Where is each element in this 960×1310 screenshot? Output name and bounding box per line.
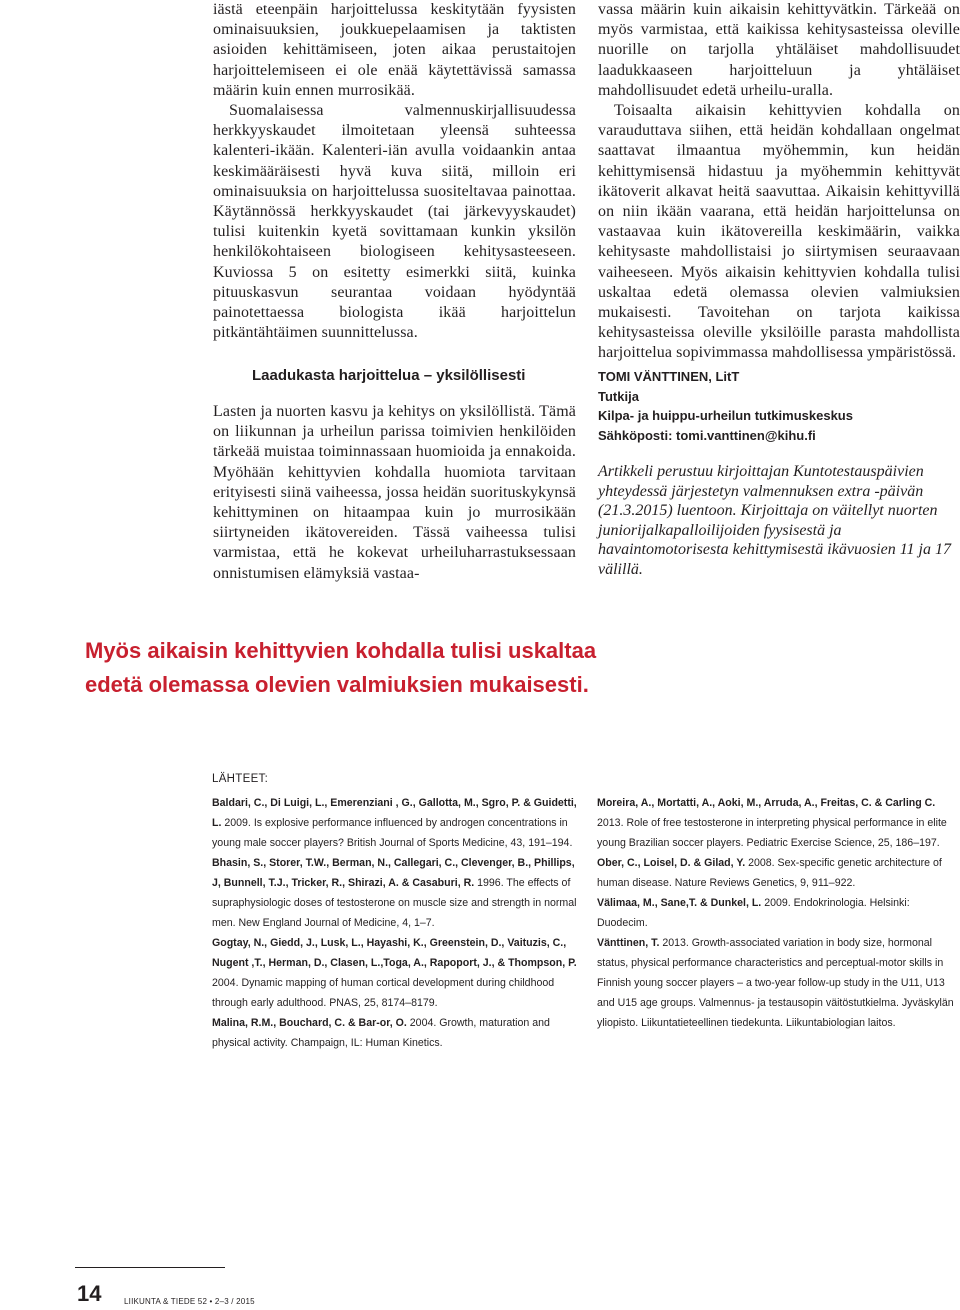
- reference-authors: Ober, C., Loisel, D. & Gilad, Y.: [597, 857, 746, 869]
- reference-authors: Baldari, C., Di Luigi, L., Emerenziani , G., Gallotta, M., Sgro, P. & Guidetti, L.: [212, 797, 577, 829]
- reference-item: [212, 933, 577, 1013]
- references-column-2: [597, 793, 960, 1033]
- reference-item: [597, 893, 960, 933]
- references-title: LÄHTEET:: [212, 773, 269, 785]
- paragraph: Lasten ja nuorten kasvu ja kehitys on yksilöllistä. Tämä on liikunnan ja urheilun parissa toimivien henkilöiden tärkeää muistaa toiminnassaan huomioida ja ennakoida. Myöhään kehittyvien kohdalla huomiota tarvitaan erityisesti siinä vaiheessa, jossa heidän suorituskykynsä kehittyminen on hitaampaa kuin jo murrosikään siirtyneiden ikätovereiden. Tässä vaiheessa tulisi varmistaa, että he kokevat urheiluharrastuksessaan onnistumisen elämyksiä vastaa-: [213, 403, 576, 582]
- reference-item: [212, 853, 577, 933]
- article-note: Artikkeli perustuu kirjoittajan Kuntotestauspäivien yhteydessä järjestetyn valmennuksen extra -päivän (21.3.2015) luentoon. Kirjoittaja on väitellyt nuorten juniorijalkapalloilijoiden fyysisestä ja havaintomotorisesta kehittymisestä ikävuosien 11 ja 17 välillä.: [598, 463, 951, 578]
- reference-item: [597, 853, 960, 893]
- page-number: 14: [77, 1281, 102, 1306]
- reference-authors: Malina, R.M., Bouchard, C. & Bar-or, O.: [212, 1017, 407, 1029]
- section-subheading: Laadukasta harjoittelua – yksilöllisesti: [252, 367, 526, 384]
- reference-details: 2009. Endokrinologia. Helsinki: Duodecim.: [597, 897, 910, 929]
- reference-details: 2009. Is explosive performance influenced by androgen concentrations in young male soccer players? British Journal of Sports Medicine, 43, 191–194.: [212, 817, 573, 849]
- paragraph: Suomalaisessa valmennuskirjallisuudessa herkkyyskaudet ilmoitetaan yleensä suhteessa kalenteri-ikään. Kalenteri-iän avulla voidaankin antaa keskimääräisesti hyvä kuva siitä, milloin eri ominaisuuksia on harjoittelussa suositeltavaa painottaa. Käytännössä herkkyyskaudet (tai järkevyyskaudet) tulisi kuitenkin kyetä sovittamaan kunkin yksilön henkilökohtaiseen biologiseen kehitysasteeseen. Kuviossa 5 on esitetty esimerkki siitä, kuinka pituuskasvun seurantaa voidaan hyödyntää painotettaessa biologista ikää harjoittelun pitkäntähtäimen suunnittelussa.: [213, 102, 576, 342]
- author-organization: Kilpa- ja huippu-urheilun tutkimuskeskus: [598, 408, 853, 423]
- reference-item: [597, 933, 960, 1033]
- paragraph: Toisaalta aikaisin kehittyvien kohdalla on varauduttava siihen, että heidän kohdallaan ongelmat saattavat ilmaantua myöhemmin, kun heidän kehittymisensä hidastuu ja myöhemmin kehittyvät ikätoverit alkavat heitä saavuttaa. Aikaisin kehittyvillä on niin ikään vaarana, että heidän harjoittelunsa on vastaavaa kuin ikätovereilla keskimäärin, vaikka kehitysaste mahdollistaisi jo siirtymisen seuraavaan vaiheeseen. Myös aikaisin kehittyvien kohdalla tulisi uskaltaa edetä olemassa olevien valmiuksien mukaisesti. Tavoitehan on tarjota kaikissa kehitysasteissa oleville yksilöille parasta mahdollista harjoittelua sopivimmassa mahdollisessa ympäristössä.: [598, 102, 960, 362]
- reference-details: 2004. Growth, maturation and physical activity. Champaign, IL: Human Kinetics.: [212, 1017, 550, 1049]
- article-column-1: [213, 0, 576, 343]
- pull-quote: [85, 634, 905, 702]
- page-footer: [0, 1255, 960, 1310]
- paragraph: iästä eteenpäin harjoittelussa keskitytään fyysisten ominaisuuksien, joukkuepelaamisen ja taktisten asioiden kehittämiseen, joten aikaa perustaitojen harjoittelemiseen ei ole enää käytettävissä samassa määrin kuin ennen murrosikää.: [213, 1, 576, 99]
- author-block: [598, 367, 960, 445]
- reference-details: 1996. The effects of supraphysiologic doses of testosterone on muscle size and strength in normal men. New England Journal of Medicine, 4, 1–7.: [212, 877, 577, 929]
- reference-details: 2013. Role of free testosterone in interpreting physical performance in elite young Brazilian soccer players. Pediatric Exercise Science, 25, 186–197.: [597, 817, 947, 849]
- references-column-1: [212, 793, 577, 1053]
- reference-authors: Bhasin, S., Storer, T.W., Berman, N., Callegari, C., Clevenger, B., Phillips, J, Bunnell, T.J., Tricker, R., Shirazi, A. & Casaburi, R.: [212, 857, 575, 889]
- author-name: TOMI VÄNTTINEN, LitT: [598, 369, 740, 384]
- author-role: Tutkija: [598, 388, 639, 404]
- publication-info: LIIKUNTA & TIEDE 52 • 2–3 / 2015: [124, 1297, 255, 1306]
- pull-quote-line: edetä olemassa olevien valmiuksien mukaisesti.: [85, 672, 589, 697]
- reference-authors: Välimaa, M., Sane,T. & Dunkel, L.: [597, 897, 762, 909]
- author-email: Sähköposti: tomi.vanttinen@kihu.fi: [598, 427, 816, 443]
- reference-item: [212, 1013, 577, 1053]
- reference-details: 2008. Sex-specific genetic architecture of human disease. Nature Reviews Genetics, 9, 911–922.: [597, 857, 942, 889]
- reference-details: 2013. Growth-associated variation in body size, hormonal status, physical performance characteristics and perceptual-motor skills in Finnish young soccer players – a two-year follow-up study in the U11, U13 and U15 age groups. Valmennus- ja testausopin väitöstutkielma. Jyväskylän yliopisto. Liikuntatieteellinen tiedekunta. Liikuntabiologian laitos.: [597, 937, 954, 1029]
- footer-divider: [75, 1267, 225, 1268]
- reference-item: [597, 793, 960, 853]
- reference-authors: Gogtay, N., Giedd, J., Lusk, L., Hayashi, K., Greenstein, D., Vaituzis, C., Nugent ,T., Herman, D., Clasen, L.,Toga, A., Rapoport, J., & Thompson, P.: [212, 937, 577, 969]
- reference-details: 2004. Dynamic mapping of human cortical development during childhood through early adulthood. PNAS, 25, 8174–8179.: [212, 977, 555, 1009]
- article-column-2: [598, 0, 960, 364]
- reference-item: [212, 793, 577, 853]
- paragraph: vassa määrin kuin aikaisin kehittyvätkin. Tärkeää on myös varmistaa, että kaikissa kehitysasteissa oleville nuorille on tarjolla yhtäläiset mahdollisuudet laadukkaaseen harjoitteluun ja yhtäläiset mahdollisuudet edetä urheilu-uralla.: [598, 1, 960, 99]
- article-column-1-continued: [213, 402, 576, 584]
- reference-authors: Vänttinen, T.: [597, 937, 660, 949]
- reference-authors: Moreira, A., Mortatti, A., Aoki, M., Arruda, A., Freitas, C. & Carling C.: [597, 797, 936, 809]
- pull-quote-line: Myös aikaisin kehittyvien kohdalla tulisi uskaltaa: [85, 638, 597, 663]
